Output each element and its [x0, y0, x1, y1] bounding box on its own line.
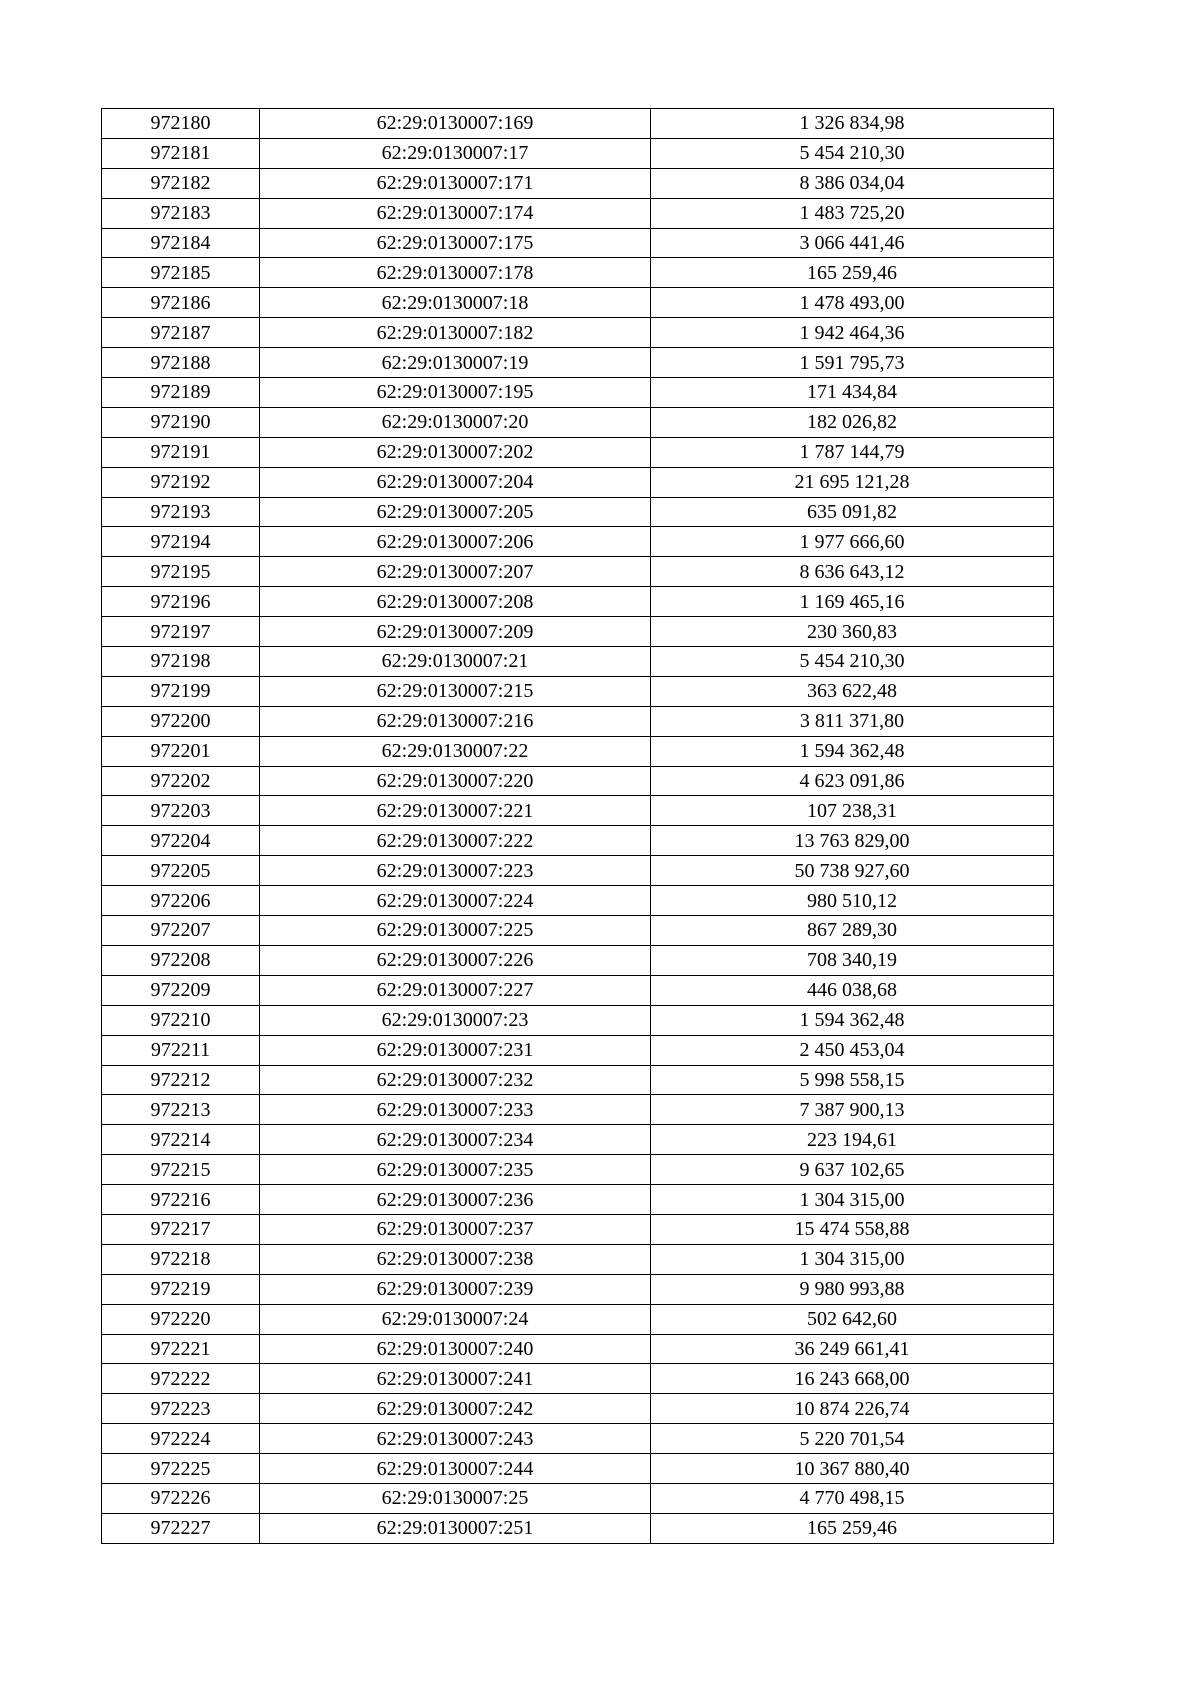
cadastral-number-cell: 62:29:0130007:195 [260, 378, 651, 408]
row-number-cell: 972218 [102, 1244, 260, 1274]
table-row [102, 1334, 1054, 1364]
table-row [102, 228, 1054, 258]
cadastral-number-cell: 62:29:0130007:178 [260, 258, 651, 288]
cadastral-value-cell: 708 340,19 [651, 945, 1054, 975]
table-row [102, 1125, 1054, 1155]
cadastral-value-cell: 5 998 558,15 [651, 1065, 1054, 1095]
cadastral-number-cell: 62:29:0130007:182 [260, 318, 651, 348]
row-number-cell: 972205 [102, 856, 260, 886]
row-number-cell: 972184 [102, 228, 260, 258]
cadastral-value-cell: 3 811 371,80 [651, 706, 1054, 736]
table-row [102, 1095, 1054, 1125]
cadastral-number-cell: 62:29:0130007:235 [260, 1155, 651, 1185]
table-row [102, 1513, 1054, 1543]
table-row [102, 826, 1054, 856]
cadastral-number-cell: 62:29:0130007:175 [260, 228, 651, 258]
cadastral-number-cell: 62:29:0130007:202 [260, 437, 651, 467]
cadastral-number-cell: 62:29:0130007:21 [260, 647, 651, 677]
table-row [102, 407, 1054, 437]
row-number-cell: 972223 [102, 1394, 260, 1424]
row-number-cell: 972183 [102, 198, 260, 228]
table-row [102, 886, 1054, 916]
cadastral-number-cell: 62:29:0130007:231 [260, 1035, 651, 1065]
table-row [102, 1035, 1054, 1065]
table-row [102, 348, 1054, 378]
cadastral-value-cell: 635 091,82 [651, 497, 1054, 527]
cadastral-value-cell: 2 450 453,04 [651, 1035, 1054, 1065]
row-number-cell: 972207 [102, 916, 260, 946]
cadastral-number-cell: 62:29:0130007:19 [260, 348, 651, 378]
row-number-cell: 972225 [102, 1454, 260, 1484]
table-row [102, 497, 1054, 527]
table-row [102, 1483, 1054, 1513]
cadastral-number-cell: 62:29:0130007:24 [260, 1304, 651, 1334]
cadastral-number-cell: 62:29:0130007:205 [260, 497, 651, 527]
table-row [102, 527, 1054, 557]
cadastral-value-cell: 9 980 993,88 [651, 1274, 1054, 1304]
cadastral-number-cell: 62:29:0130007:215 [260, 676, 651, 706]
cadastral-value-cell: 5 454 210,30 [651, 138, 1054, 168]
cadastral-value-cell: 1 977 666,60 [651, 527, 1054, 557]
cadastral-value-cell: 10 874 226,74 [651, 1394, 1054, 1424]
row-number-cell: 972180 [102, 109, 260, 139]
cadastral-number-cell: 62:29:0130007:23 [260, 1005, 651, 1035]
table-row [102, 1274, 1054, 1304]
cadastral-value-cell: 4 623 091,86 [651, 766, 1054, 796]
cadastral-number-cell: 62:29:0130007:238 [260, 1244, 651, 1274]
table-row [102, 945, 1054, 975]
row-number-cell: 972198 [102, 647, 260, 677]
cadastral-value-cell: 16 243 668,00 [651, 1364, 1054, 1394]
row-number-cell: 972189 [102, 378, 260, 408]
cadastral-value-cell: 5 454 210,30 [651, 647, 1054, 677]
cadastral-number-cell: 62:29:0130007:224 [260, 886, 651, 916]
row-number-cell: 972190 [102, 407, 260, 437]
table-row [102, 1214, 1054, 1244]
row-number-cell: 972182 [102, 168, 260, 198]
cadastral-number-cell: 62:29:0130007:236 [260, 1185, 651, 1215]
table-row [102, 318, 1054, 348]
cadastral-value-cell: 8 636 643,12 [651, 557, 1054, 587]
cadastral-number-cell: 62:29:0130007:240 [260, 1334, 651, 1364]
cadastral-value-cell: 1 478 493,00 [651, 288, 1054, 318]
table-row [102, 1065, 1054, 1095]
row-number-cell: 972226 [102, 1483, 260, 1513]
cadastral-value-cell: 9 637 102,65 [651, 1155, 1054, 1185]
row-number-cell: 972202 [102, 766, 260, 796]
row-number-cell: 972204 [102, 826, 260, 856]
cadastral-number-cell: 62:29:0130007:216 [260, 706, 651, 736]
table-row [102, 676, 1054, 706]
row-number-cell: 972196 [102, 587, 260, 617]
table-body [102, 109, 1054, 1544]
cadastral-number-cell: 62:29:0130007:18 [260, 288, 651, 318]
cadastral-number-cell: 62:29:0130007:233 [260, 1095, 651, 1125]
cadastral-number-cell: 62:29:0130007:234 [260, 1125, 651, 1155]
row-number-cell: 972209 [102, 975, 260, 1005]
row-number-cell: 972203 [102, 796, 260, 826]
row-number-cell: 972227 [102, 1513, 260, 1543]
table-row [102, 587, 1054, 617]
row-number-cell: 972211 [102, 1035, 260, 1065]
table-row [102, 1155, 1054, 1185]
cadastral-number-cell: 62:29:0130007:244 [260, 1454, 651, 1484]
cadastral-number-cell: 62:29:0130007:171 [260, 168, 651, 198]
cadastral-value-cell: 182 026,82 [651, 407, 1054, 437]
cadastral-value-cell: 3 066 441,46 [651, 228, 1054, 258]
cadastral-value-cell: 363 622,48 [651, 676, 1054, 706]
cadastral-number-cell: 62:29:0130007:221 [260, 796, 651, 826]
cadastral-number-cell: 62:29:0130007:17 [260, 138, 651, 168]
row-number-cell: 972197 [102, 617, 260, 647]
table-row [102, 1364, 1054, 1394]
cadastral-value-cell: 1 787 144,79 [651, 437, 1054, 467]
row-number-cell: 972215 [102, 1155, 260, 1185]
cadastral-number-cell: 62:29:0130007:239 [260, 1274, 651, 1304]
row-number-cell: 972214 [102, 1125, 260, 1155]
table-row [102, 109, 1054, 139]
cadastral-value-cell: 50 738 927,60 [651, 856, 1054, 886]
cadastral-value-cell: 1 304 315,00 [651, 1244, 1054, 1274]
table-row [102, 378, 1054, 408]
cadastral-value-cell: 10 367 880,40 [651, 1454, 1054, 1484]
row-number-cell: 972221 [102, 1334, 260, 1364]
cadastral-number-cell: 62:29:0130007:225 [260, 916, 651, 946]
cadastral-value-cell: 446 038,68 [651, 975, 1054, 1005]
cadastral-value-cell: 36 249 661,41 [651, 1334, 1054, 1364]
row-number-cell: 972206 [102, 886, 260, 916]
cadastral-number-cell: 62:29:0130007:207 [260, 557, 651, 587]
row-number-cell: 972224 [102, 1424, 260, 1454]
table-row [102, 617, 1054, 647]
row-number-cell: 972210 [102, 1005, 260, 1035]
row-number-cell: 972181 [102, 138, 260, 168]
cadastral-number-cell: 62:29:0130007:226 [260, 945, 651, 975]
row-number-cell: 972213 [102, 1095, 260, 1125]
row-number-cell: 972217 [102, 1214, 260, 1244]
table-row [102, 198, 1054, 228]
row-number-cell: 972193 [102, 497, 260, 527]
cadastral-number-cell: 62:29:0130007:208 [260, 587, 651, 617]
cadastral-value-cell: 107 238,31 [651, 796, 1054, 826]
row-number-cell: 972212 [102, 1065, 260, 1095]
table-row [102, 975, 1054, 1005]
cadastral-value-cell: 223 194,61 [651, 1125, 1054, 1155]
cadastral-value-cell: 165 259,46 [651, 1513, 1054, 1543]
cadastral-value-cell: 5 220 701,54 [651, 1424, 1054, 1454]
cadastral-value-cell: 165 259,46 [651, 258, 1054, 288]
row-number-cell: 972201 [102, 736, 260, 766]
cadastral-number-cell: 62:29:0130007:241 [260, 1364, 651, 1394]
cadastral-value-cell: 1 594 362,48 [651, 1005, 1054, 1035]
cadastral-number-cell: 62:29:0130007:243 [260, 1424, 651, 1454]
cadastral-value-cell: 1 483 725,20 [651, 198, 1054, 228]
cadastral-number-cell: 62:29:0130007:174 [260, 198, 651, 228]
table-row [102, 796, 1054, 826]
cadastral-number-cell: 62:29:0130007:251 [260, 1513, 651, 1543]
cadastral-number-cell: 62:29:0130007:22 [260, 736, 651, 766]
table-row [102, 1394, 1054, 1424]
table-row [102, 916, 1054, 946]
row-number-cell: 972195 [102, 557, 260, 587]
row-number-cell: 972208 [102, 945, 260, 975]
table-row [102, 1185, 1054, 1215]
cadastral-value-cell: 230 360,83 [651, 617, 1054, 647]
table-row [102, 168, 1054, 198]
row-number-cell: 972219 [102, 1274, 260, 1304]
cadastral-number-cell: 62:29:0130007:220 [260, 766, 651, 796]
table-row [102, 138, 1054, 168]
cadastral-value-cell: 13 763 829,00 [651, 826, 1054, 856]
table-row [102, 766, 1054, 796]
table-row [102, 736, 1054, 766]
row-number-cell: 972187 [102, 318, 260, 348]
row-number-cell: 972192 [102, 467, 260, 497]
cadastral-number-cell: 62:29:0130007:209 [260, 617, 651, 647]
row-number-cell: 972186 [102, 288, 260, 318]
cadastral-value-cell: 867 289,30 [651, 916, 1054, 946]
table-row [102, 1304, 1054, 1334]
cadastral-number-cell: 62:29:0130007:223 [260, 856, 651, 886]
table-row [102, 1454, 1054, 1484]
cadastral-value-cell: 4 770 498,15 [651, 1483, 1054, 1513]
table-row [102, 557, 1054, 587]
cadastral-number-cell: 62:29:0130007:227 [260, 975, 651, 1005]
row-number-cell: 972200 [102, 706, 260, 736]
cadastral-value-table [101, 108, 1054, 1544]
cadastral-value-cell: 8 386 034,04 [651, 168, 1054, 198]
table-row [102, 258, 1054, 288]
cadastral-number-cell: 62:29:0130007:232 [260, 1065, 651, 1095]
table-row [102, 706, 1054, 736]
cadastral-number-cell: 62:29:0130007:204 [260, 467, 651, 497]
cadastral-value-cell: 7 387 900,13 [651, 1095, 1054, 1125]
table-row [102, 437, 1054, 467]
row-number-cell: 972194 [102, 527, 260, 557]
cadastral-number-cell: 62:29:0130007:25 [260, 1483, 651, 1513]
table-row [102, 288, 1054, 318]
cadastral-value-cell: 1 594 362,48 [651, 736, 1054, 766]
cadastral-number-cell: 62:29:0130007:169 [260, 109, 651, 139]
table-row [102, 1244, 1054, 1274]
table-row [102, 647, 1054, 677]
cadastral-number-cell: 62:29:0130007:222 [260, 826, 651, 856]
table-row [102, 467, 1054, 497]
table-row [102, 856, 1054, 886]
cadastral-number-cell: 62:29:0130007:206 [260, 527, 651, 557]
cadastral-value-cell: 21 695 121,28 [651, 467, 1054, 497]
cadastral-value-cell: 1 304 315,00 [651, 1185, 1054, 1215]
table-row [102, 1005, 1054, 1035]
cadastral-number-cell: 62:29:0130007:242 [260, 1394, 651, 1424]
row-number-cell: 972220 [102, 1304, 260, 1334]
cadastral-value-cell: 15 474 558,88 [651, 1214, 1054, 1244]
table-row [102, 1424, 1054, 1454]
cadastral-value-cell: 1 326 834,98 [651, 109, 1054, 139]
cadastral-number-cell: 62:29:0130007:237 [260, 1214, 651, 1244]
cadastral-value-cell: 980 510,12 [651, 886, 1054, 916]
cadastral-number-cell: 62:29:0130007:20 [260, 407, 651, 437]
cadastral-value-cell: 502 642,60 [651, 1304, 1054, 1334]
cadastral-value-cell: 1 591 795,73 [651, 348, 1054, 378]
row-number-cell: 972199 [102, 676, 260, 706]
cadastral-value-cell: 171 434,84 [651, 378, 1054, 408]
row-number-cell: 972216 [102, 1185, 260, 1215]
row-number-cell: 972188 [102, 348, 260, 378]
row-number-cell: 972191 [102, 437, 260, 467]
row-number-cell: 972222 [102, 1364, 260, 1394]
cadastral-value-cell: 1 942 464,36 [651, 318, 1054, 348]
cadastral-value-cell: 1 169 465,16 [651, 587, 1054, 617]
row-number-cell: 972185 [102, 258, 260, 288]
